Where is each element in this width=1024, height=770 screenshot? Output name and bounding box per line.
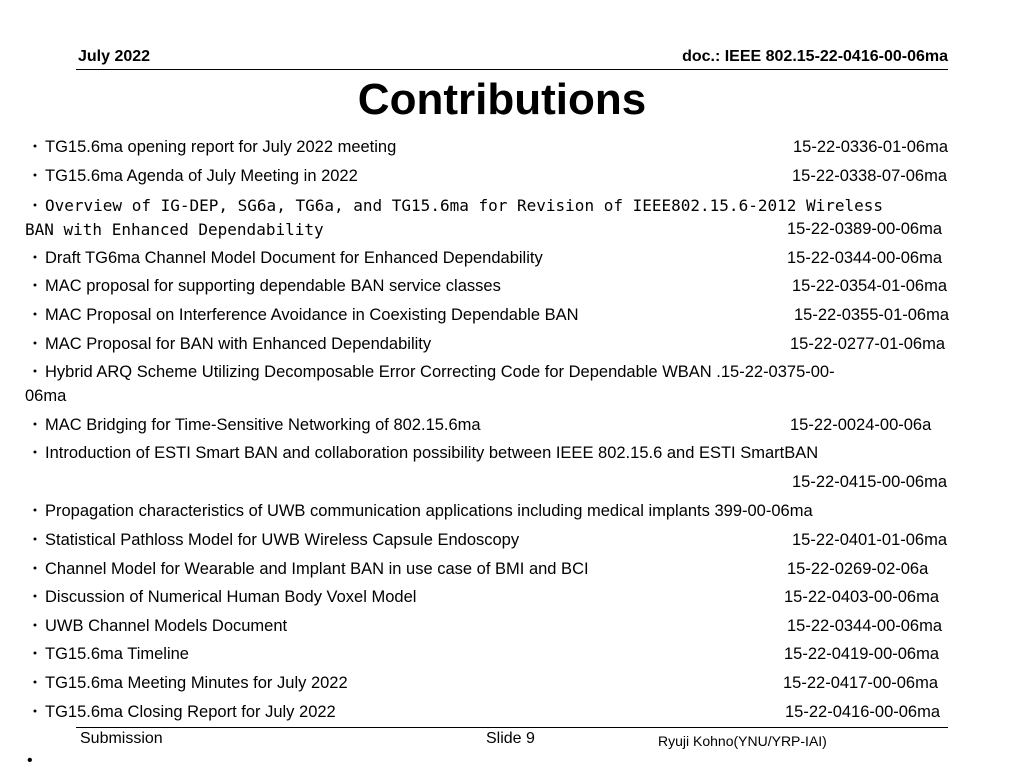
item-text: MAC Proposal on Interference Avoidance in Coexisting Dependable BAN (45, 306, 579, 324)
bullet-glyph: ・ (26, 502, 44, 520)
item-doc-number: 15-22-0344-00-06ma (787, 249, 943, 267)
item-text: Discussion of Numerical Human Body Voxel Model (45, 588, 417, 606)
bullet-glyph: ・ (26, 588, 44, 606)
item-doc-number: 15-22-0269-02-06a (787, 560, 929, 578)
footer-author: Ryuji Kohno(YNU/YRP-IAI) (658, 733, 827, 749)
list-item (25, 362, 1010, 383)
bullet-glyph: ・ (26, 645, 44, 663)
list-item (25, 305, 1010, 326)
item-doc-number: 15-22-0401-01-06ma (792, 531, 948, 549)
bullet-glyph: ・ (26, 306, 44, 324)
list-item (25, 276, 1010, 297)
item-doc-number: 15-22-0389-00-06ma (787, 220, 943, 238)
bullet-glyph: ・ (26, 444, 44, 462)
item-doc-number: 15-22-0417-00-06ma (783, 674, 939, 692)
item-text: TG15.6ma Agenda of July Meeting in 2022 (45, 167, 358, 185)
item-doc-number: 15-22-0355-01-06ma (794, 306, 950, 324)
item-doc-number: 15-22-0419-00-06ma (784, 645, 940, 663)
item-text: UWB Channel Models Document (45, 617, 288, 635)
empty-bullet: • (27, 752, 33, 769)
bullet-glyph: ・ (26, 196, 43, 215)
list-item (25, 644, 1010, 665)
list-item (25, 673, 1010, 694)
header-date: July 2022 (78, 48, 151, 65)
slide-title: Contributions (357, 75, 647, 124)
list-item-continuation (25, 386, 1010, 407)
bullet-glyph: ・ (26, 531, 44, 549)
item-text: Statistical Pathloss Model for UWB Wireless Capsule Endoscopy (45, 531, 520, 549)
item-doc-number: 15-22-0416-00-06ma (785, 703, 941, 721)
item-text: MAC Bridging for Time-Sensitive Networking of 802.15.6ma (45, 416, 481, 434)
item-text: Channel Model for Wearable and Implant BAN in use case of BMI and BCI (45, 560, 589, 578)
item-doc-number: 15-22-0344-00-06ma (787, 617, 943, 635)
header-rule (76, 69, 948, 70)
item-doc-number: 15-22-0277-01-06ma (790, 335, 946, 353)
list-item (25, 443, 1010, 464)
list-item (25, 559, 1010, 580)
item-doc-number: 15-22-0415-00-06ma (792, 473, 948, 491)
item-text-line2: 06ma (25, 387, 67, 405)
list-item (25, 166, 1010, 187)
bullet-glyph: ・ (26, 674, 44, 692)
list-item (25, 702, 1010, 723)
item-text: TG15.6ma Closing Report for July 2022 (45, 703, 336, 721)
item-text: MAC Proposal for BAN with Enhanced Dependability (45, 335, 432, 353)
list-item (25, 616, 1010, 637)
item-doc-number: 15-22-0403-00-06ma (784, 588, 940, 606)
bullet-glyph: ・ (26, 138, 44, 156)
list-item (25, 415, 1010, 436)
item-text-line2: BAN with Enhanced Dependability (25, 220, 324, 239)
item-doc-number: 15-22-0338-07-06ma (792, 167, 948, 185)
bullet-glyph: ・ (26, 277, 44, 295)
list-item (25, 248, 1010, 269)
item-text: TG15.6ma opening report for July 2022 meeting (45, 138, 397, 156)
item-text: TG15.6ma Meeting Minutes for July 2022 (45, 674, 348, 692)
item-text: Hybrid ARQ Scheme Utilizing Decomposable Error Correcting Code for Dependable WBAN .15-22-0375-00- (45, 363, 835, 381)
list-item (25, 501, 1010, 522)
list-item (25, 334, 1010, 355)
bullet-glyph: ・ (26, 560, 44, 578)
footer-submission: Submission (80, 730, 163, 747)
bullet-glyph: ・ (26, 703, 44, 721)
list-item (25, 587, 1010, 608)
list-item (25, 530, 1010, 551)
item-doc-number: 15-22-0354-01-06ma (792, 277, 948, 295)
bullet-glyph: ・ (26, 249, 44, 267)
bullet-glyph: ・ (26, 416, 44, 434)
list-item (25, 137, 1010, 158)
bullet-glyph: ・ (26, 167, 44, 185)
item-doc-number: 15-22-0024-00-06a (790, 416, 932, 434)
bullet-glyph: ・ (26, 363, 44, 381)
bullet-glyph: ・ (26, 335, 44, 353)
footer-rule (76, 727, 948, 728)
item-text: Introduction of ESTI Smart BAN and collaboration possibility between IEEE 802.15.6 and ESTI SmartBAN (45, 444, 819, 462)
footer-slide-number: Slide 9 (486, 730, 535, 747)
item-text: MAC proposal for supporting dependable BAN service classes (45, 277, 501, 295)
item-text: Overview of IG-DEP, SG6a, TG6a, and TG15.6ma for Revision of IEEE802.15.6-2012 Wireless (45, 196, 884, 215)
list-item (25, 195, 1010, 216)
list-item-continuation (25, 219, 1010, 241)
header-doc-id: doc.: IEEE 802.15-22-0416-00-06ma (682, 48, 948, 65)
item-text: Draft TG6ma Channel Model Document for Enhanced Dependability (45, 249, 543, 267)
item-doc-number: 15-22-0336-01-06ma (793, 138, 949, 156)
item-text: Propagation characteristics of UWB communication applications including medical implants 399-00-06ma (45, 502, 813, 520)
bullet-glyph: ・ (26, 617, 44, 635)
item-text: TG15.6ma Timeline (45, 645, 189, 663)
